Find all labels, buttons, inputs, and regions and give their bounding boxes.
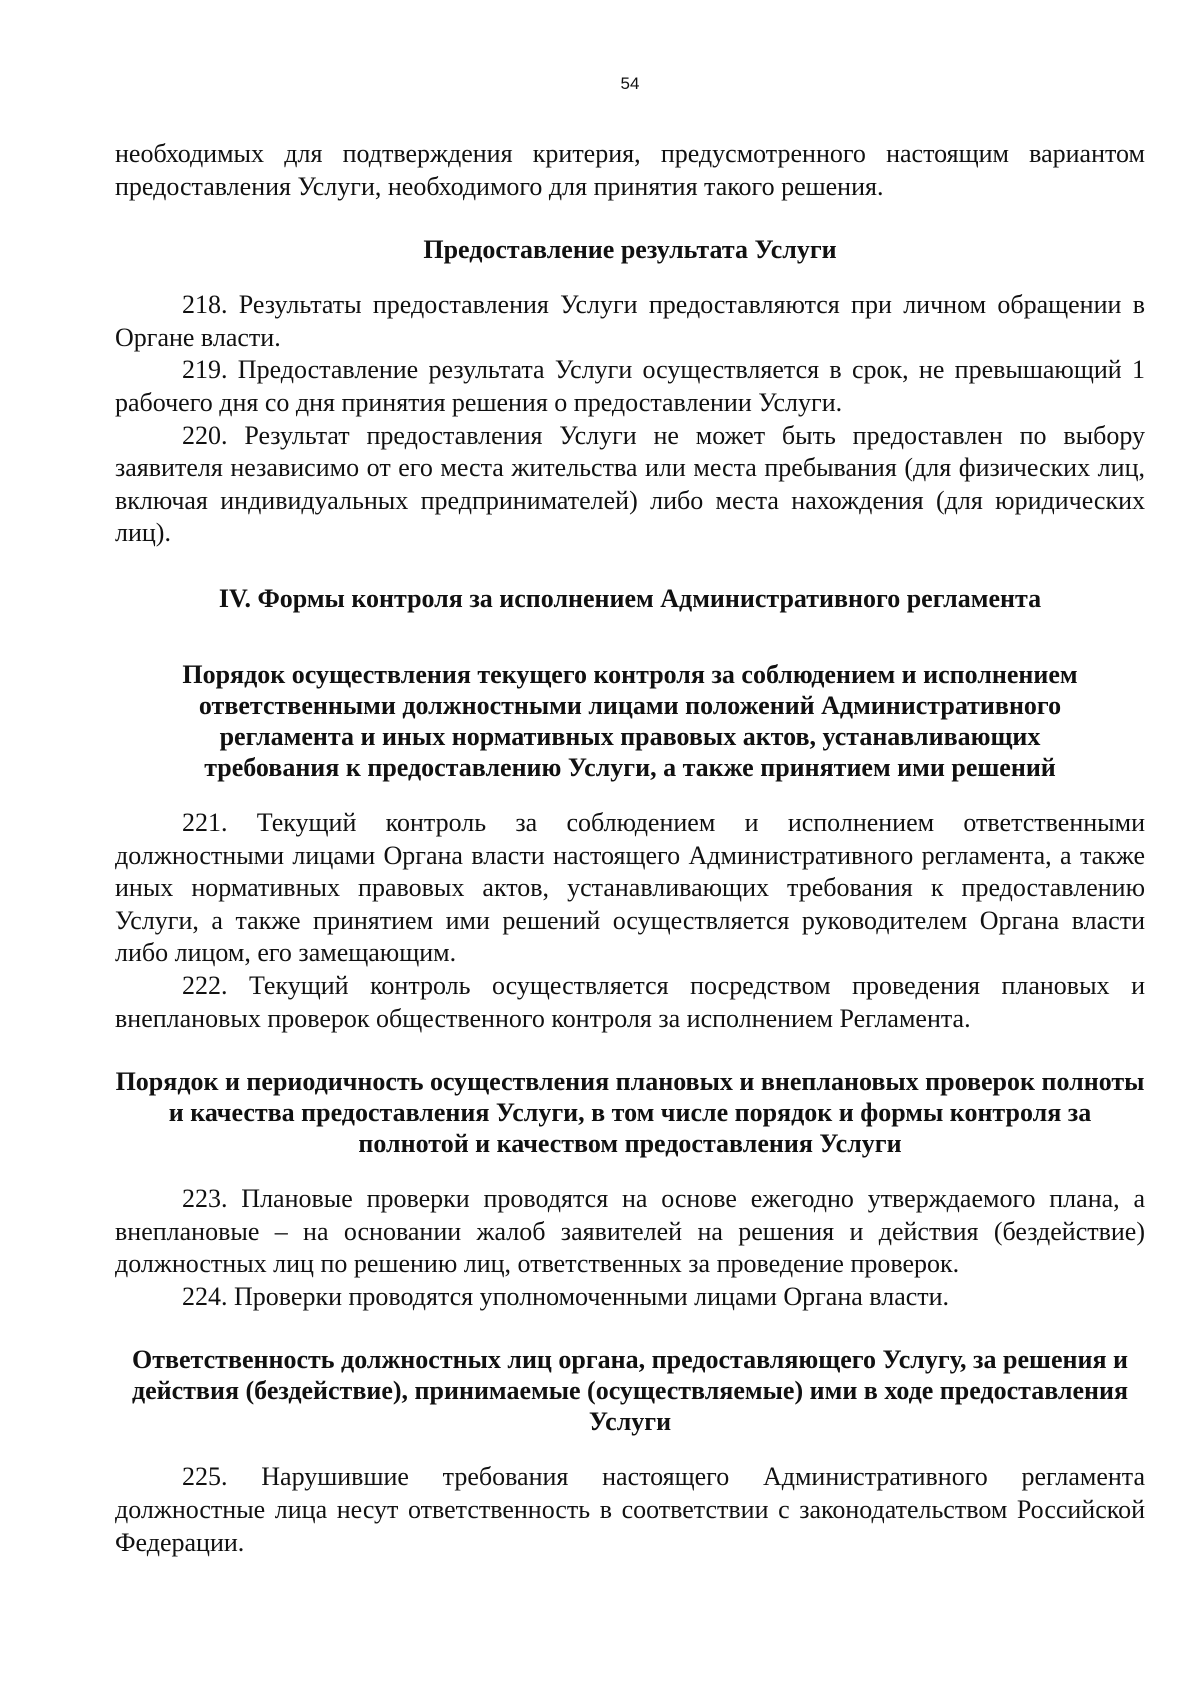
paragraph-222: 222. Текущий контроль осуществляется посредством проведения плановых и внеплановых проверок общественного контроля за исполнением Регламента. [115, 970, 1145, 1033]
paragraph-224: 224. Проверки проводятся уполномоченными лицами Органа власти. [182, 1281, 950, 1311]
document-body [115, 138, 1145, 1559]
section-heading-responsibility: Ответственность должностных лиц органа, предоставляющего Услугу, за решения и действия (бездействие), принимаемые (осуществляемые) ими в ходе предоставления Услуги [131, 1345, 1129, 1437]
paragraph-219: 219. Предоставление результата Услуги осуществляется в срок, не превышающий 1 рабочего дня со дня принятия решения о предоставлении Услуги. [115, 355, 1145, 417]
intro-paragraph: необходимых для подтверждения критерия, предусмотренного настоящим вариантом предоставления Услуги, необходимого для принятия такого решения. [115, 139, 1145, 201]
section-heading-inspections: Порядок и периодичность осуществления плановых и внеплановых проверок полноты и качества предоставления Услуги, в том числе порядок и формы контроля за полнотой и качеством предоставления Услуги [115, 1067, 1145, 1159]
section-heading-result: Предоставление результата Услуги [423, 235, 837, 265]
paragraph-225: 225. Нарушившие требования настоящего Административного регламента должностные лица несут ответственность в соответствии с законодательством Российской Федерации. [115, 1462, 1145, 1557]
paragraph-223: 223. Плановые проверки проводятся на основе ежегодно утверждаемого плана, а внеплановые – на основании жалоб заявителей на решения и действия (бездействие) должностных лиц по решению лиц, ответственных за проведение проверок. [115, 1184, 1145, 1279]
paragraph-218: 218. Результаты предоставления Услуги предоставляются при личном обращении в Органе власти. [115, 290, 1145, 352]
paragraph-220: 220. Результат предоставления Услуги не может быть предоставлен по выбору заявителя независимо от его места жительства или места пребывания (для физических лиц, включая индивидуальных предпринимателей) либо места нахождения (для юридических лиц). [115, 420, 1145, 548]
paragraph-221: 221. Текущий контроль за соблюдением и исполнением ответственными должностными лицами Органа власти настоящего Административного регламента, а также иных нормативных правовых актов, устанавливающих требования к предоставлению Услуги, а также принятием ими решений осуществляется руководителем Органа власти либо лицом, его замещающим. [115, 807, 1145, 968]
section-heading-current-control: Порядок осуществления текущего контроля за соблюдением и исполнением ответственными должностными лицами положений Административного регламента и иных нормативных правовых актов, устанавливающих требования к предоставлению Услуги, а также принятием ими решений [182, 659, 1078, 782]
chapter-heading-iv: IV. Формы контроля за исполнением Административного регламента [218, 583, 1042, 613]
page-number: 54 [620, 74, 640, 93]
